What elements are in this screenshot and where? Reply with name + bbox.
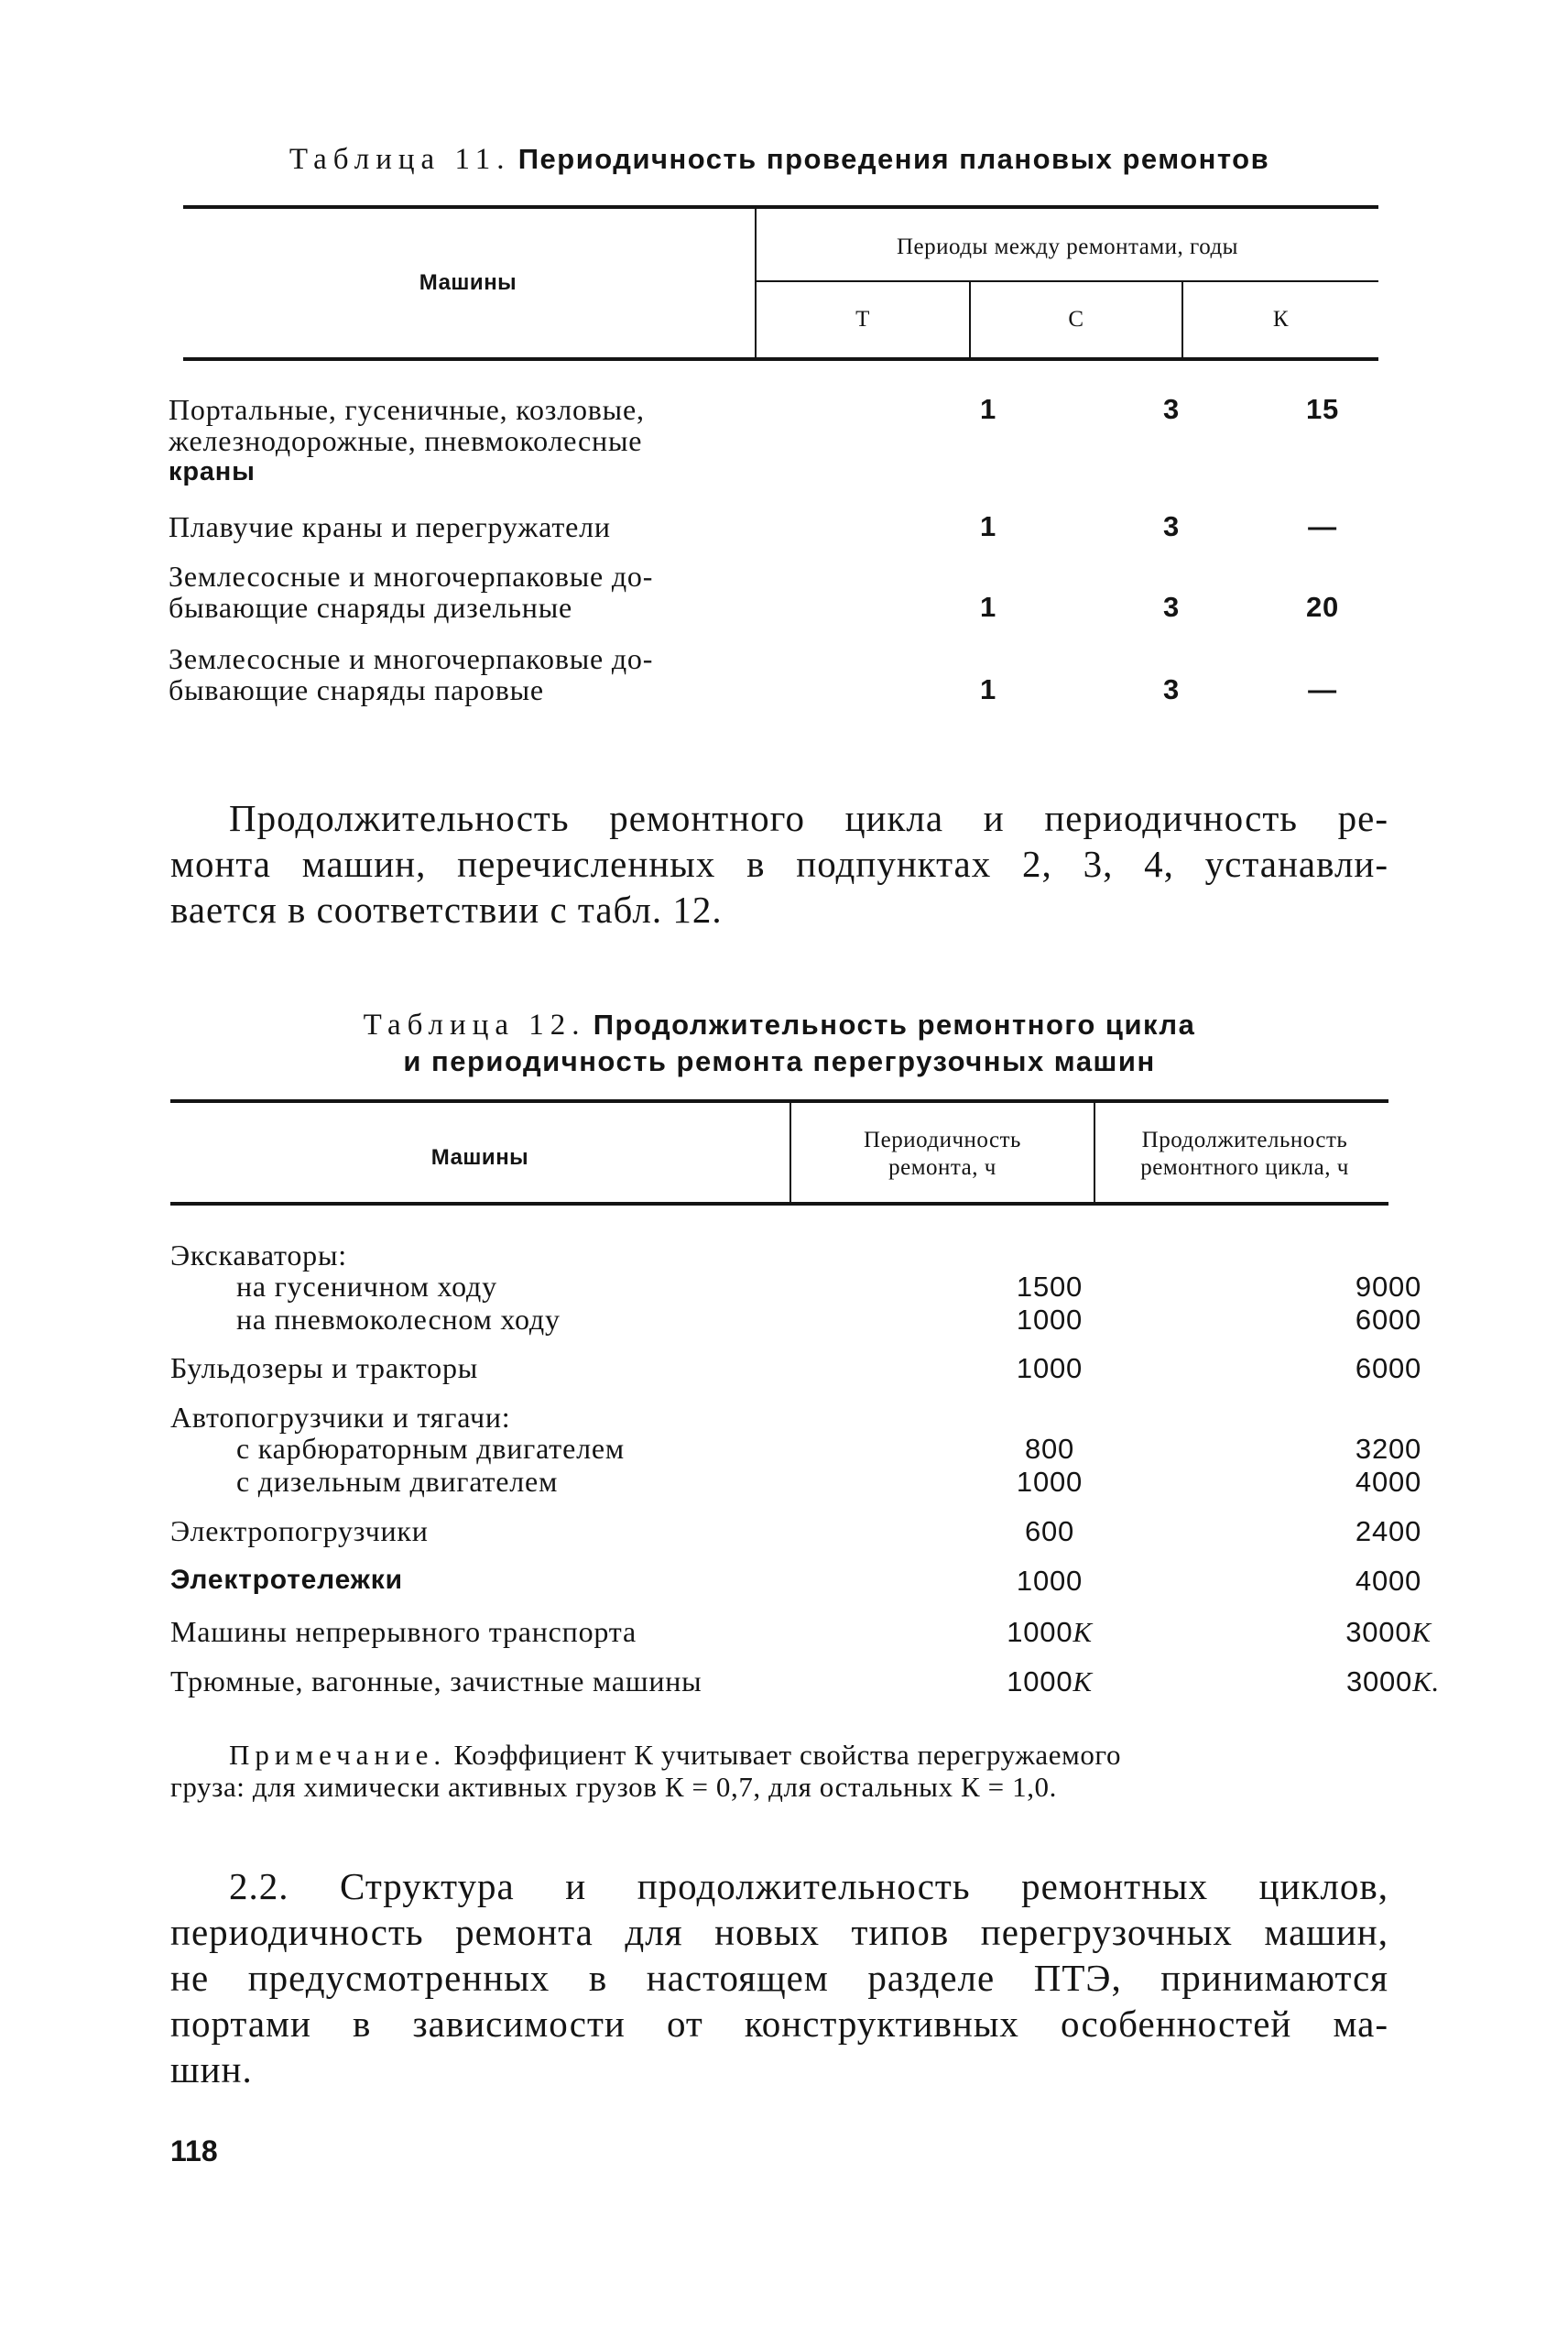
table12-loaders-title: Автопогрузчики и тягачи: [170, 1401, 511, 1434]
table11-col-k: К [1272, 307, 1290, 332]
paragraph-2 [170, 1863, 1388, 2092]
table-row [170, 1270, 1422, 1304]
table11-row4-k: — [1308, 673, 1337, 705]
paragraph-1-line2: монта машин, перечисленных в подпунктах 2, 3, 4, устанавли- [170, 843, 1388, 885]
table-row [170, 1565, 1422, 1598]
table12-bulldozers: Бульдозеры и тракторы [170, 1351, 479, 1384]
table12-col-period-line1: Периодичность [864, 1128, 1021, 1152]
table11-group-rule [757, 280, 1378, 282]
table12-loaders-carburetor: с карбюраторным двигателем [236, 1432, 625, 1465]
table12-header-rule [170, 1202, 1388, 1206]
table12-excavators-crawler: на гусеничном ходу [236, 1270, 497, 1303]
table11-row2-k: — [1308, 510, 1337, 542]
table11-col-t: Т [855, 307, 870, 332]
table11-col-group: Периоды между ремонтами, годы [897, 235, 1238, 259]
k-coefficient: К [1073, 1616, 1093, 1648]
table12-title [170, 1008, 1388, 1078]
table12-excavators-crawler-duration: 9000 [1355, 1271, 1422, 1303]
period-value: 1000 [1007, 1665, 1073, 1697]
paragraph-1-line3: вается в соответствии с табл. 12. [170, 889, 723, 931]
table11-row4-name [169, 643, 735, 705]
table11-row3-name [169, 561, 735, 623]
table11-row3-line1: Землесосные и многочерпаковые до- [169, 560, 654, 593]
table11-row3-s: 3 [1162, 591, 1181, 623]
table12-label: Таблица 12. [363, 1009, 586, 1042]
duration-value: 3000 [1345, 1616, 1412, 1648]
table12-top-rule [170, 1099, 1388, 1103]
paragraph-2-line5: шин. [170, 2048, 253, 2090]
table12-note [170, 1739, 1398, 1803]
table11-caption: Периодичность проведения плановых ремонтов [517, 143, 1270, 175]
table-row [169, 561, 1387, 630]
table12-excavators-wheeled-period: 1000 [1016, 1304, 1083, 1336]
table12-continuous-transport-duration [1324, 1616, 1453, 1649]
table-row [169, 643, 1387, 713]
table12-bulldozers-duration: 6000 [1355, 1352, 1422, 1384]
table12-loaders-diesel-period: 1000 [1016, 1466, 1083, 1498]
table11-row3-k: 20 [1305, 591, 1340, 623]
paragraph-1 [170, 795, 1388, 933]
paragraph-2-line1: 2.2. Структура и продолжительность ремонтных циклов, [229, 1865, 1388, 1907]
table12-continuous-transport: Машины непрерывного транспорта [170, 1615, 637, 1648]
table12-caption-line2: и периодичность ремонта перегрузочных машин [403, 1044, 1156, 1077]
table12-col-duration-line1: Продолжительность [1141, 1128, 1348, 1152]
table12-loaders-diesel: с дизельным двигателем [236, 1465, 559, 1498]
table11-top-rule [183, 205, 1378, 209]
table12-electric-loaders-period: 600 [1024, 1515, 1075, 1547]
table12-electric-loaders-duration: 2400 [1355, 1515, 1422, 1547]
table11-row1-s: 3 [1162, 393, 1181, 425]
table11-row2-s: 3 [1162, 510, 1181, 542]
table-row [169, 511, 1387, 548]
table12-hold-machines-period [985, 1665, 1114, 1698]
table11-title [170, 142, 1388, 179]
duration-value: 3000 [1345, 1665, 1413, 1697]
table12-col-duration [1095, 1127, 1394, 1182]
table-row [170, 1665, 1441, 1698]
paragraph-2-line2: периодичность ремонта для новых типов перегрузочных машин, [170, 1911, 1388, 1953]
table11-row4-line2: бывающие снаряды паровые [169, 673, 544, 706]
table12-electric-loaders: Электропогрузчики [170, 1514, 429, 1547]
table-row [170, 1432, 1422, 1466]
table11-label: Таблица 11. [289, 143, 511, 176]
k-coefficient: К [1073, 1665, 1093, 1697]
table11-row1-line2: железнодорожные, пневмоколесные [169, 424, 643, 457]
table11-col-machines: Машины [419, 270, 517, 295]
table12-hold-machines: Трюмные, вагонные, зачистные машины [170, 1665, 702, 1697]
table12-electric-carts-duration: 4000 [1355, 1565, 1422, 1597]
table11-row3-t: 1 [979, 591, 997, 623]
table12-col-machines: Машины [430, 1145, 529, 1170]
table-row [170, 1351, 1422, 1385]
table11-row1-t: 1 [979, 393, 997, 425]
period-value: 1000 [1007, 1616, 1073, 1648]
table-row [170, 1514, 1422, 1548]
table12-title-line1 [170, 1008, 1388, 1044]
table11-row4-t: 1 [979, 673, 997, 705]
table-row [170, 1615, 1432, 1649]
table12-col-period [791, 1127, 1094, 1182]
table12-loaders-diesel-duration: 4000 [1355, 1466, 1422, 1498]
table12-continuous-transport-period [985, 1616, 1114, 1649]
paragraph-1-line1: Продолжительность ремонтного цикла и периодичность ре- [229, 797, 1388, 839]
table11-row1-line3: краны [169, 457, 256, 486]
table11-row2-t: 1 [979, 510, 997, 542]
paragraph-2-line3: не предусмотренных в настоящем разделе ПТЭ, принимаются [170, 1957, 1388, 1999]
table11-row1-line1: Портальные, гусеничные, козловые, [169, 393, 645, 426]
table12-loaders-carburetor-duration: 3200 [1355, 1433, 1422, 1465]
paragraph-2-line4: портами в зависимости от конструктивных особенностей ма- [170, 2003, 1388, 2045]
table-row [170, 1303, 1422, 1337]
note-line2: груза: для химически активных грузов К = 0,7, для остальных К = 1,0. [170, 1771, 1057, 1803]
table11-row1-name [169, 394, 735, 487]
k-coefficient: К [1411, 1616, 1432, 1648]
note-line1 [170, 1739, 1398, 1771]
table12-electric-carts-period: 1000 [1016, 1565, 1083, 1597]
note-label: Примечание. [229, 1739, 447, 1771]
table11-row2-line1: Плавучие краны и перегружатели [169, 510, 611, 543]
table12-caption-line1: Продолжительность ремонтного цикла [593, 1009, 1196, 1041]
table11-col-s: С [1068, 307, 1084, 332]
table12-excavators-title: Экскаваторы: [170, 1239, 347, 1272]
table12-bulldozers-period: 1000 [1016, 1352, 1083, 1384]
table12-excavators-wheeled: на пневмоколесном ходу [236, 1303, 561, 1336]
table11-header-divider [755, 207, 757, 359]
table12-col-period-line2: ремонта, ч [888, 1155, 996, 1180]
table11-row3-line2: бывающие снаряды дизельные [169, 591, 573, 624]
table11-row4-s: 3 [1162, 673, 1181, 705]
table11-header-rule [183, 357, 1378, 361]
page-number: 118 [170, 2134, 218, 2167]
table12-electric-carts: Электротележки [170, 1565, 403, 1595]
table-row [170, 1465, 1422, 1499]
table-row [169, 394, 1387, 495]
table12-excavators-crawler-period: 1500 [1016, 1271, 1083, 1303]
table11-row4-line1: Землесосные и многочерпаковые до- [169, 642, 654, 675]
k-coefficient: К. [1412, 1665, 1441, 1697]
table12-col-duration-line2: ремонтного цикла, ч [1140, 1155, 1349, 1180]
table12-hold-machines-duration [1324, 1665, 1462, 1698]
note-line1-text: Коэффициент К учитывает свойства перегружаемого [453, 1739, 1122, 1771]
table11-row1-k: 15 [1305, 393, 1340, 425]
table12-loaders-carburetor-period: 800 [1024, 1433, 1075, 1465]
table12-excavators-wheeled-duration: 6000 [1355, 1304, 1422, 1336]
